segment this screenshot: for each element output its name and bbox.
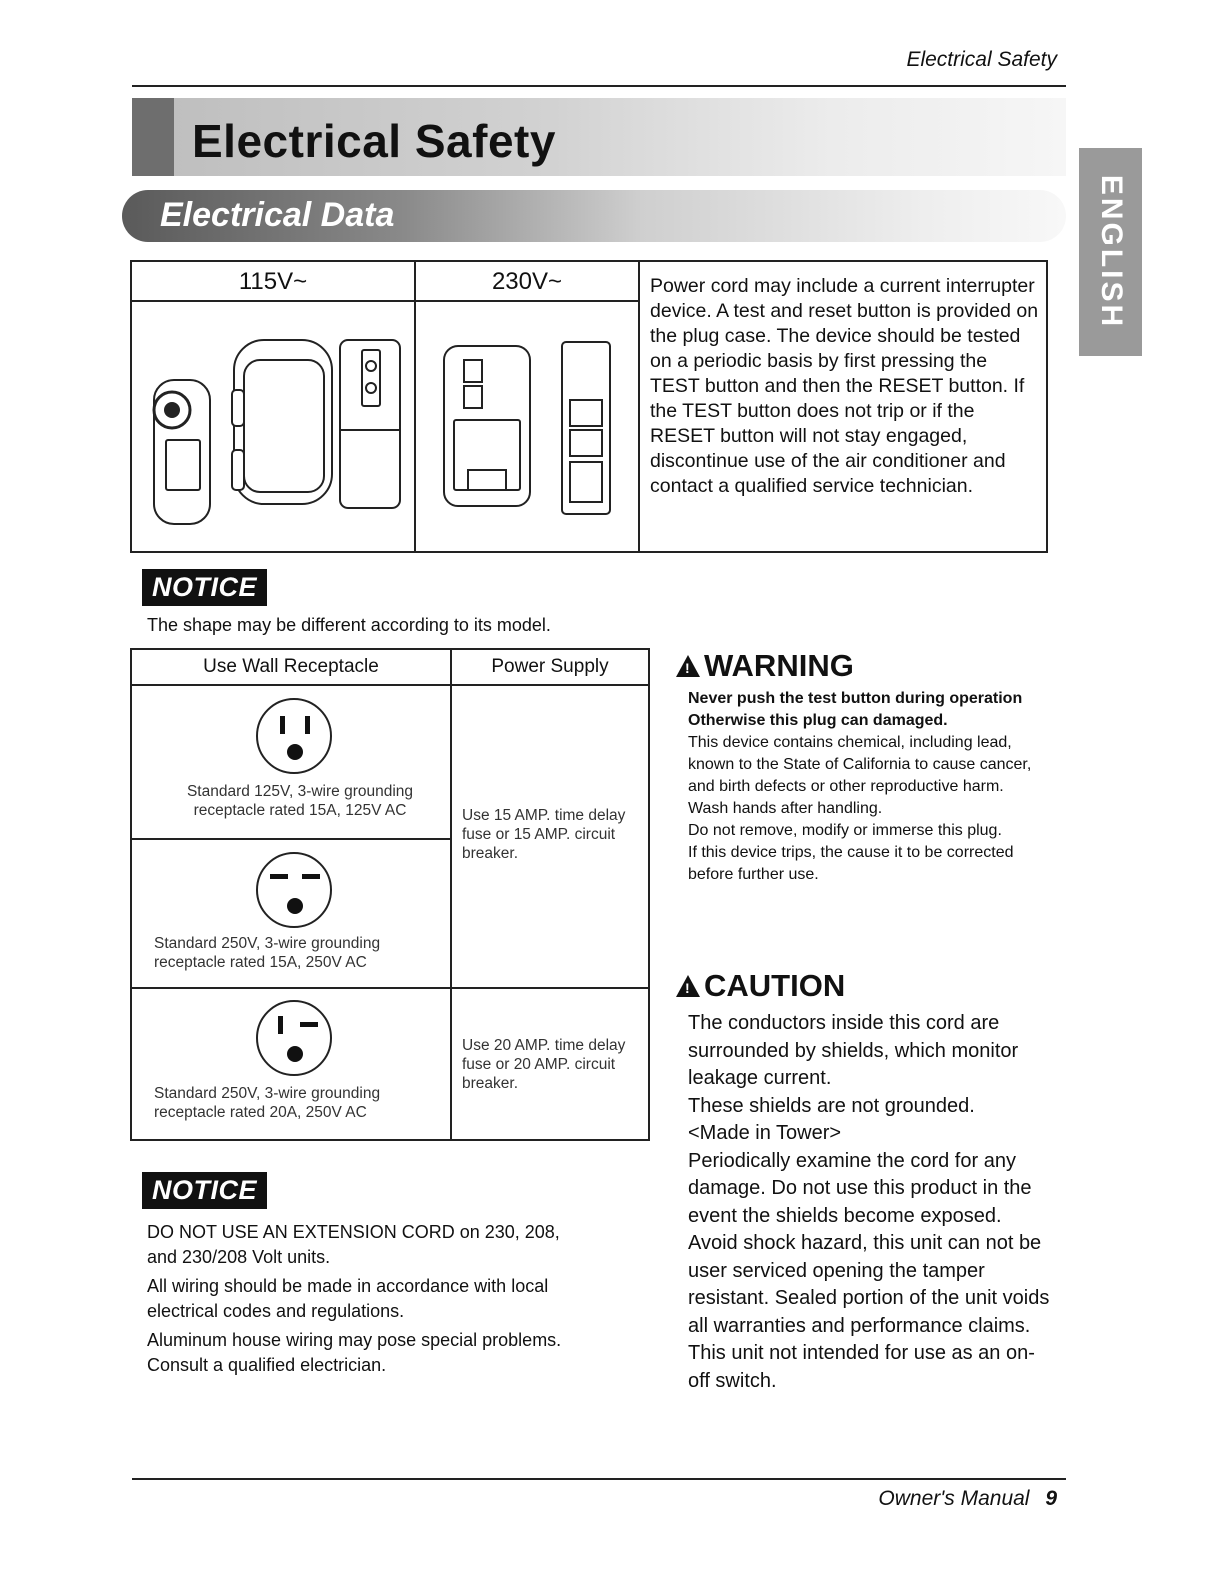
power-supply-header: Power Supply — [491, 656, 609, 677]
warning-bold-line: Otherwise this plug can damaged. — [688, 712, 948, 729]
caution-title: CAUTION — [704, 968, 846, 1003]
manual-title: Owner's Manual — [878, 1487, 1030, 1510]
receptacle-row-rule — [130, 838, 452, 840]
warning-line: If this device trips, the cause it to be corrected before further use. — [688, 844, 1014, 883]
caution-line: Periodically examine the cord for any damage. Do not use this product in the event the shields become exposed. — [688, 1149, 1032, 1227]
caution-line: <Made in Tower> — [688, 1122, 842, 1144]
header-rule — [132, 85, 1066, 87]
power-supply-20a-text: Use 20 AMP. time delay fuse or 20 AMP. circuit breaker. — [462, 1037, 626, 1092]
warning-line: Do not remove, modify or immerse this plug. — [688, 822, 1002, 839]
receptacle-row-rule — [130, 987, 650, 989]
banner-accent — [132, 98, 174, 176]
notice-line: All wiring should be made in accordance with local electrical codes and regulations. — [147, 1276, 549, 1321]
voltage-table-header-rule — [130, 300, 640, 302]
power-supply-15a-text: Use 15 AMP. time delay fuse or 15 AMP. circuit breaker. — [462, 807, 626, 862]
language-tab-label: ENGLISH — [1094, 174, 1128, 330]
receptacle-250v-15a-text: Standard 250V, 3-wire grounding receptacle rated 15A, 250V AC — [154, 935, 381, 971]
voltage-table-divider — [638, 260, 640, 553]
caution-line: The conductors inside this cord are surrounded by shields, which monitor leakage current. — [688, 1012, 1019, 1089]
outlet-250v-20a-icon — [256, 1000, 332, 1076]
receptacle-250v-20a-text: Standard 250V, 3-wire grounding receptacle rated 20A, 250V AC — [154, 1085, 381, 1121]
voltage-115-header: 115V~ — [238, 268, 308, 295]
outlet-250v-15a-icon — [256, 852, 332, 928]
voltage-table-divider — [414, 260, 416, 553]
warning-bold-line: Never push the test button during operation — [688, 690, 1023, 707]
voltage-230-header: 230V~ — [491, 268, 563, 295]
warning-title: WARNING — [704, 648, 854, 683]
caution-line: These shields are not grounded. — [688, 1094, 975, 1117]
footer-rule — [132, 1478, 1066, 1480]
notice-label: NOTICE — [142, 1172, 267, 1209]
warning-text — [688, 688, 1048, 886]
caution-text — [688, 1010, 1050, 1395]
language-tab — [1079, 148, 1142, 356]
warning-line: Wash hands after handling. — [688, 800, 883, 817]
receptacle-125v-15a-text: Standard 125V, 3-wire grounding receptacle rated 15A, 125V AC — [186, 783, 414, 819]
shape-notice-text: The shape may be different according to its model. — [147, 615, 551, 635]
extension-cord-notice-text — [147, 1220, 577, 1378]
warning-heading — [676, 648, 854, 684]
page-title: Electrical Safety — [192, 115, 556, 167]
warning-line: This device contains chemical, including lead, known to the State of California to cause cancer, and birth defects or other reproductive harm. — [688, 734, 1032, 795]
warning-triangle-icon — [676, 655, 700, 677]
notice-line: Aluminum house wiring may pose special problems. Consult a qualified electrician. — [147, 1330, 562, 1375]
plug-230v-illustration — [430, 330, 630, 540]
caution-heading — [676, 968, 845, 1004]
plug-115v-illustration — [140, 330, 410, 540]
notice-label: NOTICE — [142, 569, 267, 606]
notice-line: DO NOT USE AN EXTENSION CORD on 230, 208, and 230/208 Volt units. — [147, 1222, 560, 1267]
running-header: Electrical Safety — [906, 48, 1057, 71]
caution-triangle-icon — [676, 975, 700, 997]
caution-line: Avoid shock hazard, this unit can not be user serviced opening the tamper resistant. Sealed portion of the unit voids all warranties and performance claims. This unit not intended for use as an on-off switch. — [688, 1232, 1050, 1392]
wall-receptacle-header: Use Wall Receptacle — [203, 656, 379, 677]
receptacle-table-divider — [450, 648, 452, 1141]
subsection-title: Electrical Data — [160, 196, 395, 234]
outlet-125v-15a-icon — [256, 698, 332, 774]
page-number: 9 — [1045, 1487, 1057, 1510]
page-footer — [878, 1487, 1057, 1511]
receptacle-table-header-rule — [130, 684, 650, 686]
current-interrupter-description: Power cord may include a current interrupter device. A test and reset button is provided on the plug case. The device should be tested on a periodic basis by first pressing the TEST button and then the RESET button. If the TEST button does not trip or if the RESET button will not stay engaged, discontinue use of the air conditioner and contact a qualified service technician. — [650, 275, 1039, 497]
